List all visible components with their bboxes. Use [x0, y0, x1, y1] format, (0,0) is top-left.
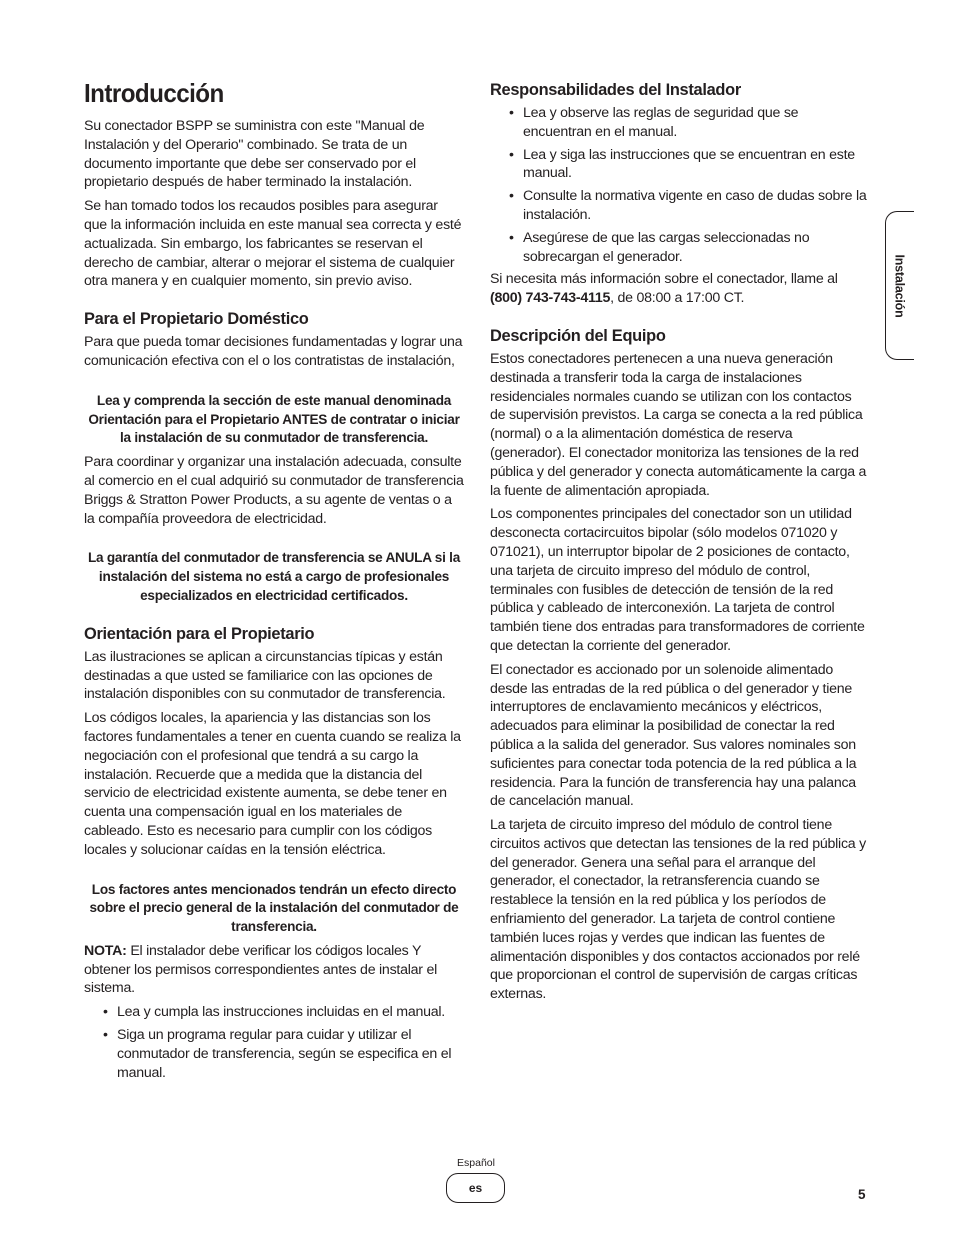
- right-column: [490, 79, 870, 1009]
- language-badge: [446, 1173, 505, 1203]
- note-label: NOTA:: [84, 942, 127, 959]
- installer-heading: Responsabilidades del Instalador: [490, 81, 741, 99]
- list-item-text: Asegúrese de que las cargas seleccionadas no sobrecargan el generador.: [523, 229, 810, 265]
- orientation-paragraph-1: Las ilustraciones se aplican a circunstancias típicas y están destinadas a que usted se familiarice con las opciones de instalación disponibles con su conmutador de transferencia.: [84, 648, 446, 703]
- contact-prefix: Si necesita más información sobre el conectador, llame al: [490, 271, 838, 288]
- orientation-paragraph-2: Los códigos locales, la apariencia y las distancias son los factores fundamentales a tener en cuenta cuando se realiza la negociación con el profesional que tendrá a su cargo la instalación. Recuerde que a medida que la distancia del servicio de electricidad existente aumenta, se debe tener en cuenta una compensación igual en los materiales de cableado. Esto es necesario para cumplir con los códigos locales y solucionar caídas en la tensión eléctrica.: [84, 710, 461, 858]
- owner-bold-notice-1: Lea y comprenda la sección de este manual denominada Orientación para el Propietario ANTES de contratar o iniciar la instalación de su conmutador de transferencia.: [88, 392, 460, 446]
- bullet-icon: •: [509, 146, 514, 163]
- list-item: [84, 1003, 464, 1022]
- bullet-icon: •: [509, 188, 514, 205]
- list-item-text: Consulte la normativa vigente en caso de dudas sobre la instalación.: [523, 188, 867, 223]
- list-item: [490, 187, 870, 225]
- equipment-heading: Descripción del Equipo: [490, 326, 666, 345]
- contact-paragraph: [490, 270, 870, 308]
- contact-suffix: , de 08:00 a 17:00 CT.: [610, 290, 745, 307]
- language-code: es: [468, 1181, 483, 1195]
- bullet-icon: •: [509, 229, 514, 246]
- owner-bullet-list: [84, 1003, 464, 1082]
- contact-phone: (800) 743-743-4115: [490, 290, 611, 307]
- list-item-text: Lea y observe las reglas de seguridad que se encuentran en el manual.: [523, 105, 799, 140]
- list-item: [490, 104, 870, 142]
- note-paragraph: [84, 942, 464, 998]
- list-item-text: Lea y siga las instrucciones que se encuentran en este manual.: [523, 146, 855, 182]
- list-item: [490, 229, 870, 267]
- owner-paragraph-2: Para coordinar y organizar una instalación adecuada, consulte al comercio en el cual adquirió su conmutador de transferencia Briggs & Stratton Power Products, a su agente de ventas o a la compañía proveedora de electricidad.: [84, 454, 464, 527]
- bullet-icon: •: [103, 1004, 108, 1021]
- note-text: El instalador debe verificar los códigos locales Y obtener los permisos correspondientes antes de instalar el sistema.: [84, 942, 438, 997]
- bullet-icon: •: [103, 1027, 108, 1044]
- owner-heading: Para el Propietario Doméstico: [84, 310, 309, 329]
- installer-bullet-list: [490, 104, 870, 266]
- equipment-paragraph-2: Los componentes principales del conectador son un utilidad desconecta cortacircuitos bipolar (sólo modelos 071020 y 071021), un interruptor bipolar de 2 posiciones de contacto, una tarjeta de circuito impreso del módulo de control, terminales con fusibles de detección de tensión de la red pública y cableado de interconexión. La tarjeta de control también tiene dos entradas para transformadores de corriente que detectan la corriente del generador.: [490, 506, 865, 654]
- list-item-text: Siga un programa regular para cuidar y utilizar el conmutador de transferencia, según se especifica en el manual.: [117, 1027, 452, 1081]
- language-label: Español: [457, 1157, 495, 1169]
- warranty-notice: La garantía del conmutador de transferencia se ANULA si la instalación del sistema no está a cargo de profesionales especializados en electricidad certificados.: [87, 550, 461, 603]
- left-column: [84, 76, 464, 1086]
- orientation-heading: Orientación para el Propietario: [84, 624, 315, 643]
- section-tab: [885, 211, 914, 360]
- equipment-paragraph-3: El conectador es accionado por un solenoide alimentado desde las entradas de la red pública o del generador y tiene interruptores de enclavamiento mecánicos y eléctricos, adecuados para eliminar la posibilidad de conectar la red pública a la salida del generador. Sus valores nominales son suficientes para conectar toda potencia de la red pública a la residencia. Para la función de transferencia hay una palanca de cancelación manual.: [490, 661, 857, 810]
- section-tab-label: Instalación: [893, 253, 908, 318]
- equipment-paragraph-4: La tarjeta de circuito impreso del módulo de control tiene circuitos activos que detectan las tensiones de la red pública y del generador. Genera una señal para el arranque del generador, el conectador, la retransferencia cuando se restablece la tensión en la red pública y los períodos de enfriamiento del generador. La tarjeta de control contiene también luces rojas y verdes que indican las fuentes de alimentación disponibles y dos contactos accionados por relé que proporcionan el control de supervisión de cargas críticas externas.: [490, 817, 866, 1003]
- page-title: Introducción: [84, 78, 224, 108]
- bullet-icon: •: [509, 105, 514, 121]
- owner-paragraph-1: Para que pueda tomar decisiones fundamentadas y lograr una comunicación efectiva con el o los contratistas de instalación,: [84, 334, 463, 369]
- list-item: [490, 146, 870, 184]
- page-number: 5: [858, 1187, 866, 1202]
- orientation-bold-notice: Los factores antes mencionados tendrán un efecto directo sobre el precio general de la instalación del conmutador de transferencia.: [89, 881, 459, 935]
- intro-paragraph-1: Su conectador BSPP se suministra con este "Manual de Instalación y del Operario" combinado. Se trata de un documento importante que debe ser conservado por el propietario después de haber terminado la instalación.: [84, 118, 425, 191]
- intro-paragraph-2: Se han tomado todos los recaudos posibles para asegurar que la información incluida en este manual sea correcta y esté actualizada. Sin embargo, los fabricantes se reservan el derecho de cambiar, alterar o mejorar el sistema de cualquier otra manera y en cualquier momento, sin previo aviso.: [84, 198, 462, 290]
- list-item-text: Lea y cumpla las instrucciones incluidas en el manual.: [117, 1004, 445, 1021]
- equipment-paragraph-1: Estos conectadores pertenecen a una nueva generación destinada a transferir toda la carga de instalaciones residenciales normales cuando se utilizan con los contactos de supervisión previstos. La carga se conecta a la red pública (normal) o a la alimentación doméstica de reserva (generador). El conectador monitoriza las tensiones de la red pública y del generador y conecta automáticamente la carga a la fuente de alimentación apropiada.: [490, 350, 867, 499]
- list-item: [84, 1026, 464, 1082]
